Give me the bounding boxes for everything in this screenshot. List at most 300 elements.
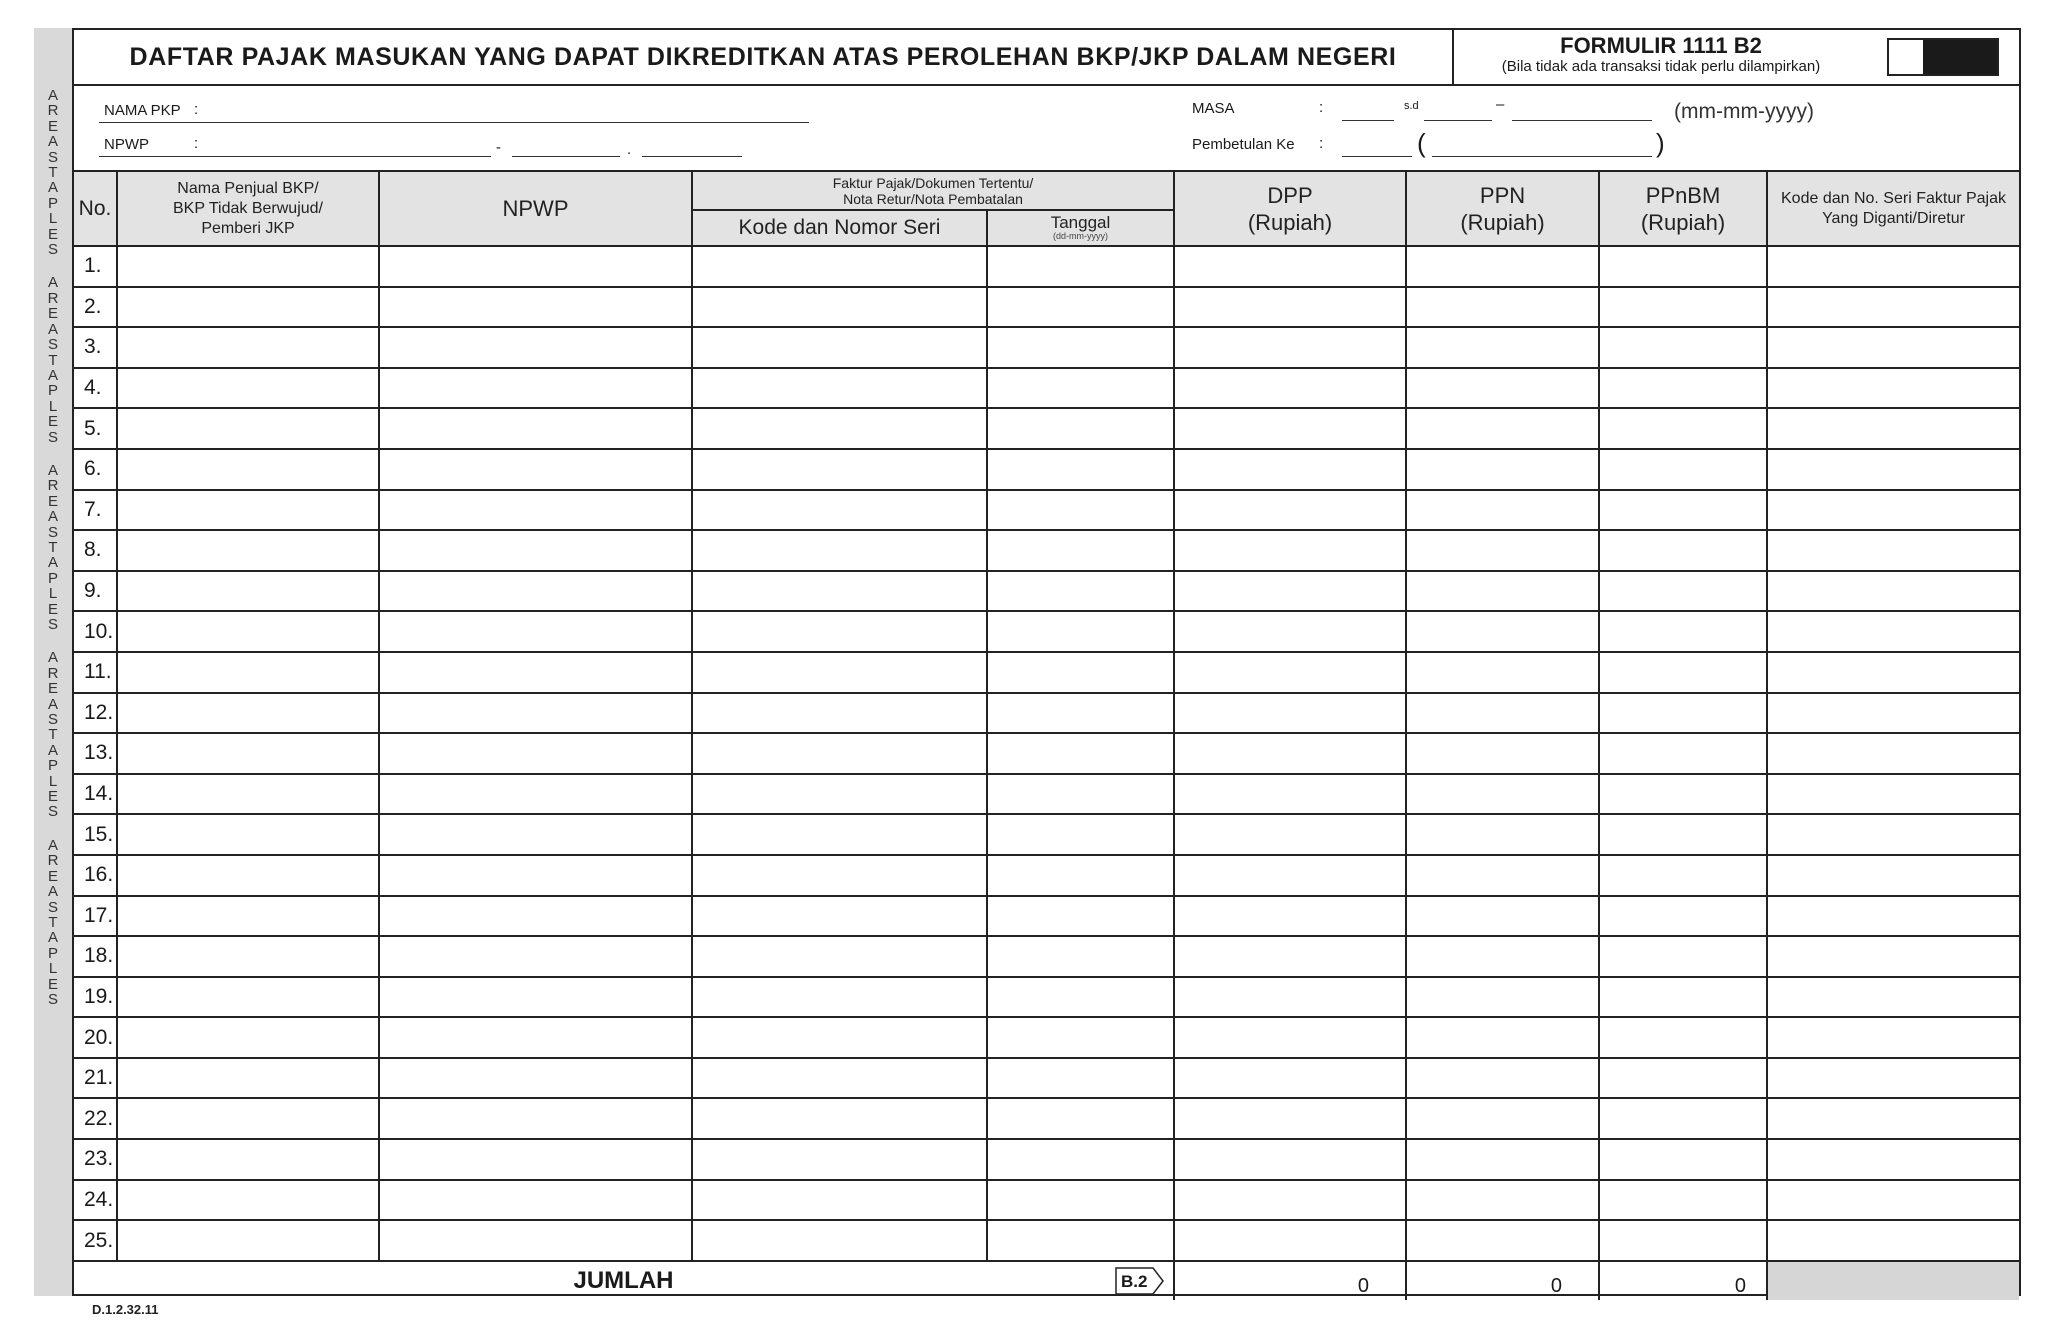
header-kode-nomor-seri: Kode dan Nomor Seri <box>692 210 987 246</box>
cell-nama-penjual[interactable] <box>117 1180 379 1221</box>
cell-ppnbm[interactable] <box>1599 1220 1767 1261</box>
cell-npwp[interactable] <box>379 1058 692 1099</box>
cell-nama-penjual[interactable] <box>117 327 379 368</box>
cell-kode-nomor-seri[interactable] <box>692 1180 987 1221</box>
cell-npwp[interactable] <box>379 327 692 368</box>
header-dpp <box>1174 172 1406 246</box>
cell-npwp[interactable] <box>379 977 692 1018</box>
cell-kode-diganti[interactable] <box>1767 814 2019 855</box>
cell-dpp[interactable] <box>1174 855 1406 896</box>
staple-letter: E <box>47 975 58 993</box>
staple-letter: A <box>47 929 58 947</box>
cell-ppn[interactable] <box>1406 1098 1599 1139</box>
header-ppnbm-line-2: (Rupiah) <box>1640 209 1726 235</box>
header-no: No. <box>74 172 117 246</box>
cell-kode-diganti[interactable] <box>1767 1058 2019 1099</box>
npwp-separator-dash: - <box>496 139 501 156</box>
npwp-colon: : <box>194 135 199 152</box>
cell-dpp[interactable] <box>1174 246 1406 287</box>
table-row <box>74 1058 2019 1099</box>
cell-npwp[interactable] <box>379 896 692 937</box>
cell-npwp[interactable] <box>379 490 692 531</box>
cell-tanggal[interactable] <box>987 327 1174 368</box>
cell-npwp[interactable] <box>379 652 692 693</box>
staple-letter: E <box>47 413 58 431</box>
cell-ppnbm[interactable] <box>1599 408 1767 449</box>
cell-dpp[interactable] <box>1174 368 1406 409</box>
npwp-field-main[interactable] <box>99 156 491 157</box>
cell-kode-diganti[interactable] <box>1767 1098 2019 1139</box>
header-dpp-line-2: (Rupiah) <box>1247 209 1333 235</box>
pembetulan-field[interactable] <box>1432 156 1652 157</box>
cell-ppn[interactable] <box>1406 408 1599 449</box>
cell-kode-diganti[interactable] <box>1767 449 2019 490</box>
cell-dpp[interactable] <box>1174 1220 1406 1261</box>
cell-nama-penjual[interactable] <box>117 490 379 531</box>
staple-letter: R <box>47 102 59 120</box>
cell-tanggal[interactable] <box>987 1058 1174 1099</box>
cell-kode-nomor-seri[interactable] <box>692 814 987 855</box>
cell-npwp[interactable] <box>379 1017 692 1058</box>
staple-letter: S <box>47 148 58 166</box>
cell-ppn[interactable] <box>1406 368 1599 409</box>
cell-ppn[interactable] <box>1406 327 1599 368</box>
cell-npwp[interactable] <box>379 1098 692 1139</box>
cell-ppnbm[interactable] <box>1599 571 1767 612</box>
cell-nama-penjual[interactable] <box>117 1139 379 1180</box>
cell-nama-penjual[interactable] <box>117 733 379 774</box>
cell-tanggal[interactable] <box>987 530 1174 571</box>
cell-npwp[interactable] <box>379 368 692 409</box>
cell-dpp[interactable] <box>1174 530 1406 571</box>
cell-kode-nomor-seri[interactable] <box>692 652 987 693</box>
cell-ppnbm[interactable] <box>1599 693 1767 734</box>
cell-kode-diganti[interactable] <box>1767 408 2019 449</box>
cell-tanggal[interactable] <box>987 733 1174 774</box>
cell-kode-nomor-seri[interactable] <box>692 1220 987 1261</box>
cell-nama-penjual[interactable] <box>117 936 379 977</box>
date-format-hint: (mm-mm-yyyy) <box>1674 100 1814 123</box>
cell-kode-diganti[interactable] <box>1767 977 2019 1018</box>
cell-ppnbm[interactable] <box>1599 652 1767 693</box>
pembetulan-open-paren: ( <box>1417 128 1426 158</box>
cell-kode-diganti[interactable] <box>1767 1220 2019 1261</box>
cell-tanggal[interactable] <box>987 977 1174 1018</box>
cell-tanggal[interactable] <box>987 408 1174 449</box>
staple-letter: A <box>47 554 58 572</box>
cell-ppn[interactable] <box>1406 733 1599 774</box>
cell-npwp[interactable] <box>379 408 692 449</box>
masa-end-field[interactable] <box>1424 120 1492 121</box>
cell-kode-nomor-seri[interactable] <box>692 733 987 774</box>
cell-ppn[interactable] <box>1406 896 1599 937</box>
staple-letter: S <box>47 336 58 354</box>
cell-ppnbm[interactable] <box>1599 1139 1767 1180</box>
cell-kode-nomor-seri[interactable] <box>692 246 987 287</box>
header-tanggal <box>987 210 1174 246</box>
cell-ppnbm[interactable] <box>1599 1058 1767 1099</box>
table-row <box>74 936 2019 977</box>
staple-letter: S <box>47 241 58 259</box>
cell-kode-nomor-seri[interactable] <box>692 611 987 652</box>
cell-kode-diganti[interactable] <box>1767 652 2019 693</box>
cell-kode-nomor-seri[interactable] <box>692 1058 987 1099</box>
cell-ppn[interactable] <box>1406 936 1599 977</box>
cell-kode-nomor-seri[interactable] <box>692 327 987 368</box>
header-nama-penjual-line-3: Pemberi JKP <box>201 219 295 237</box>
cell-nama-penjual[interactable] <box>117 368 379 409</box>
cell-ppnbm[interactable] <box>1599 1180 1767 1221</box>
cell-tanggal[interactable] <box>987 611 1174 652</box>
cell-ppn[interactable] <box>1406 490 1599 531</box>
cell-ppnbm[interactable] <box>1599 490 1767 531</box>
cell-nama-penjual[interactable] <box>117 693 379 734</box>
cell-tanggal[interactable] <box>987 693 1174 734</box>
cell-npwp[interactable] <box>379 530 692 571</box>
cell-ppnbm[interactable] <box>1599 774 1767 815</box>
pembetulan-close-paren: ) <box>1656 128 1665 158</box>
cell-nama-penjual[interactable] <box>117 571 379 612</box>
cell-kode-diganti[interactable] <box>1767 368 2019 409</box>
cell-kode-diganti[interactable] <box>1767 490 2019 531</box>
cell-dpp[interactable] <box>1174 814 1406 855</box>
row-number: 3. <box>74 327 117 368</box>
masa-dash: – <box>1496 96 1505 113</box>
cell-tanggal[interactable] <box>987 1139 1174 1180</box>
cell-nama-penjual[interactable] <box>117 814 379 855</box>
cell-dpp[interactable] <box>1174 287 1406 328</box>
cell-dpp[interactable] <box>1174 774 1406 815</box>
cell-dpp[interactable] <box>1174 1098 1406 1139</box>
cell-dpp[interactable] <box>1174 733 1406 774</box>
table-row <box>74 530 2019 571</box>
staple-letter: A <box>47 133 58 151</box>
table-row <box>74 896 2019 937</box>
cell-dpp[interactable] <box>1174 1139 1406 1180</box>
row-number: 22. <box>74 1098 117 1139</box>
cell-ppnbm[interactable] <box>1599 733 1767 774</box>
cell-kode-diganti[interactable] <box>1767 1017 2019 1058</box>
cell-ppn[interactable] <box>1406 571 1599 612</box>
cell-dpp[interactable] <box>1174 693 1406 734</box>
cell-nama-penjual[interactable] <box>117 855 379 896</box>
cell-tanggal[interactable] <box>987 246 1174 287</box>
cell-ppn[interactable] <box>1406 977 1599 1018</box>
row-number: 20. <box>74 1017 117 1058</box>
cell-ppnbm[interactable] <box>1599 896 1767 937</box>
header-npwp: NPWP <box>379 172 692 246</box>
cell-ppn[interactable] <box>1406 1220 1599 1261</box>
cell-dpp[interactable] <box>1174 1180 1406 1221</box>
staple-letter: A <box>47 695 58 713</box>
table-row <box>74 1139 2019 1180</box>
cell-kode-nomor-seri[interactable] <box>692 1139 987 1180</box>
cell-ppnbm[interactable] <box>1599 287 1767 328</box>
staple-letter: A <box>47 274 58 292</box>
nama-pkp-colon: : <box>194 101 199 118</box>
cell-tanggal[interactable] <box>987 936 1174 977</box>
cell-tanggal[interactable] <box>987 571 1174 612</box>
cell-dpp[interactable] <box>1174 571 1406 612</box>
cell-dpp[interactable] <box>1174 1017 1406 1058</box>
staple-letter: A <box>47 87 58 104</box>
cell-ppn[interactable] <box>1406 287 1599 328</box>
cell-npwp[interactable] <box>379 693 692 734</box>
cell-kode-nomor-seri[interactable] <box>692 774 987 815</box>
cell-nama-penjual[interactable] <box>117 1220 379 1261</box>
cell-ppnbm[interactable] <box>1599 611 1767 652</box>
table-row <box>74 1180 2019 1221</box>
cell-kode-diganti[interactable] <box>1767 855 2019 896</box>
cell-ppnbm[interactable] <box>1599 1017 1767 1058</box>
npwp-field-code[interactable] <box>642 156 742 157</box>
cell-kode-diganti[interactable] <box>1767 530 2019 571</box>
cell-dpp[interactable] <box>1174 449 1406 490</box>
cell-tanggal[interactable] <box>987 449 1174 490</box>
cell-ppn[interactable] <box>1406 1017 1599 1058</box>
cell-ppn[interactable] <box>1406 1139 1599 1180</box>
cell-ppn[interactable] <box>1406 530 1599 571</box>
cell-dpp[interactable] <box>1174 652 1406 693</box>
table-row <box>74 855 2019 896</box>
cell-npwp[interactable] <box>379 1139 692 1180</box>
staple-letter: L <box>48 772 58 790</box>
cell-tanggal[interactable] <box>987 774 1174 815</box>
staple-letter: E <box>47 305 58 323</box>
jumlah-cell <box>74 1261 1174 1300</box>
staple-letter: E <box>47 600 58 618</box>
pembetulan-prefix-line <box>1342 156 1412 157</box>
cell-nama-penjual[interactable] <box>117 449 379 490</box>
cell-kode-diganti[interactable] <box>1767 733 2019 774</box>
staple-letter: S <box>47 616 58 633</box>
cell-kode-nomor-seri[interactable] <box>692 693 987 734</box>
cell-npwp[interactable] <box>379 733 692 774</box>
table-row <box>74 1220 2019 1261</box>
header-nama-penjual-line-2: BKP Tidak Berwujud/ <box>172 199 323 217</box>
row-number: 14. <box>74 774 117 815</box>
npwp-label: NPWP <box>104 136 149 153</box>
cell-nama-penjual[interactable] <box>117 652 379 693</box>
cell-ppn[interactable] <box>1406 246 1599 287</box>
cell-kode-diganti[interactable] <box>1767 287 2019 328</box>
staple-letter: A <box>47 883 58 901</box>
cell-ppnbm[interactable] <box>1599 855 1767 896</box>
table-row <box>74 490 2019 531</box>
form-note: (Bila tidak ada transaksi tidak perlu dilampirkan) <box>1501 58 1821 75</box>
form-frame <box>72 28 2021 1296</box>
row-number: 25. <box>74 1220 117 1261</box>
cell-tanggal[interactable] <box>987 287 1174 328</box>
cell-ppn[interactable] <box>1406 652 1599 693</box>
cell-dpp[interactable] <box>1174 1058 1406 1099</box>
table-row <box>74 246 2019 287</box>
cell-dpp[interactable] <box>1174 490 1406 531</box>
cell-npwp[interactable] <box>379 1220 692 1261</box>
cell-kode-diganti[interactable] <box>1767 693 2019 734</box>
cell-npwp[interactable] <box>379 449 692 490</box>
cell-tanggal[interactable] <box>987 1017 1174 1058</box>
npwp-separator-dot: . <box>627 141 632 158</box>
row-number: 7. <box>74 490 117 531</box>
cell-ppn[interactable] <box>1406 611 1599 652</box>
staple-area-strip <box>34 28 72 1296</box>
cell-npwp[interactable] <box>379 936 692 977</box>
cell-kode-nomor-seri[interactable] <box>692 936 987 977</box>
cell-tanggal[interactable] <box>987 368 1174 409</box>
cell-kode-nomor-seri[interactable] <box>692 571 987 612</box>
nama-pkp-label: NAMA PKP <box>104 102 181 119</box>
row-number: 9. <box>74 571 117 612</box>
table-row <box>74 814 2019 855</box>
cell-ppnbm[interactable] <box>1599 246 1767 287</box>
cell-kode-nomor-seri[interactable] <box>692 408 987 449</box>
cell-kode-nomor-seri[interactable] <box>692 1017 987 1058</box>
cell-tanggal[interactable] <box>987 652 1174 693</box>
cell-npwp[interactable] <box>379 1180 692 1221</box>
staple-letter: R <box>47 477 59 495</box>
cell-kode-nomor-seri[interactable] <box>692 855 987 896</box>
cell-nama-penjual[interactable] <box>117 977 379 1018</box>
cell-ppnbm[interactable] <box>1599 368 1767 409</box>
staple-letter: L <box>48 585 58 603</box>
cell-ppnbm[interactable] <box>1599 977 1767 1018</box>
cell-ppn[interactable] <box>1406 774 1599 815</box>
cell-nama-penjual[interactable] <box>117 287 379 328</box>
cell-npwp[interactable] <box>379 287 692 328</box>
table-row <box>74 652 2019 693</box>
cell-tanggal[interactable] <box>987 1180 1174 1221</box>
table-row <box>74 327 2019 368</box>
masa-start-field[interactable] <box>1342 120 1394 121</box>
table-row <box>74 1098 2019 1139</box>
cell-ppnbm[interactable] <box>1599 449 1767 490</box>
cell-npwp[interactable] <box>379 855 692 896</box>
cell-tanggal[interactable] <box>987 1098 1174 1139</box>
staple-letter: P <box>47 569 58 587</box>
cell-tanggal[interactable] <box>987 896 1174 937</box>
row-number: 10. <box>74 611 117 652</box>
row-number: 21. <box>74 1058 117 1099</box>
cell-nama-penjual[interactable] <box>117 408 379 449</box>
cell-npwp[interactable] <box>379 814 692 855</box>
b2-tag-label: B.2 <box>1121 1271 1148 1291</box>
cell-tanggal[interactable] <box>987 814 1174 855</box>
cell-ppnbm[interactable] <box>1599 327 1767 368</box>
cell-kode-nomor-seri[interactable] <box>692 449 987 490</box>
staple-letter: L <box>48 397 58 415</box>
cell-kode-diganti[interactable] <box>1767 936 2019 977</box>
cell-nama-penjual[interactable] <box>117 774 379 815</box>
cell-ppn[interactable] <box>1406 1180 1599 1221</box>
staple-letter: A <box>47 649 58 667</box>
cell-dpp[interactable] <box>1174 611 1406 652</box>
cell-dpp[interactable] <box>1174 896 1406 937</box>
cell-ppnbm[interactable] <box>1599 936 1767 977</box>
table-row <box>74 287 2019 328</box>
staple-letter: A <box>47 366 58 384</box>
masa-colon: : <box>1319 99 1324 116</box>
cell-kode-diganti[interactable] <box>1767 1180 2019 1221</box>
cell-ppn[interactable] <box>1406 693 1599 734</box>
cell-nama-penjual[interactable] <box>117 1058 379 1099</box>
cell-kode-nomor-seri[interactable] <box>692 896 987 937</box>
form-code: D.1.2.32.11 <box>92 1302 159 1317</box>
header-nama-penjual <box>117 172 379 246</box>
cell-dpp[interactable] <box>1174 936 1406 977</box>
cell-kode-diganti[interactable] <box>1767 571 2019 612</box>
staple-letter: T <box>48 351 58 369</box>
cell-kode-nomor-seri[interactable] <box>692 977 987 1018</box>
cell-kode-nomor-seri[interactable] <box>692 287 987 328</box>
input-tax-table <box>74 172 2019 1300</box>
cell-nama-penjual[interactable] <box>117 246 379 287</box>
table-row <box>74 408 2019 449</box>
cell-ppnbm[interactable] <box>1599 530 1767 571</box>
cell-ppnbm[interactable] <box>1599 1098 1767 1139</box>
staple-letter: A <box>47 179 58 197</box>
staple-letter: E <box>47 492 58 510</box>
cell-tanggal[interactable] <box>987 855 1174 896</box>
masa-label: MASA <box>1192 100 1235 117</box>
cell-dpp[interactable] <box>1174 327 1406 368</box>
cell-kode-diganti[interactable] <box>1767 246 2019 287</box>
header-dpp-line-1: DPP <box>1267 182 1313 208</box>
masa-year-field[interactable] <box>1512 120 1652 121</box>
cell-tanggal[interactable] <box>987 1220 1174 1261</box>
cell-nama-penjual[interactable] <box>117 896 379 937</box>
cell-kode-nomor-seri[interactable] <box>692 490 987 531</box>
cell-tanggal[interactable] <box>987 490 1174 531</box>
cell-npwp[interactable] <box>379 246 692 287</box>
cell-kode-nomor-seri[interactable] <box>692 1098 987 1139</box>
cell-nama-penjual[interactable] <box>117 530 379 571</box>
table-body <box>74 246 2019 1261</box>
nama-pkp-field[interactable] <box>99 122 809 123</box>
table-row <box>74 368 2019 409</box>
staple-letter: T <box>48 913 58 931</box>
cell-nama-penjual[interactable] <box>117 1017 379 1058</box>
cell-kode-diganti[interactable] <box>1767 327 2019 368</box>
cell-kode-nomor-seri[interactable] <box>692 368 987 409</box>
staple-letter: E <box>47 117 58 135</box>
cell-nama-penjual[interactable] <box>117 1098 379 1139</box>
cell-ppn[interactable] <box>1406 855 1599 896</box>
cell-kode-diganti[interactable] <box>1767 896 2019 937</box>
cell-npwp[interactable] <box>379 611 692 652</box>
header-kode-diganti-line-1: Kode dan No. Seri Faktur Pajak <box>1781 189 2007 207</box>
cell-kode-diganti[interactable] <box>1767 1139 2019 1180</box>
npwp-field-branch[interactable] <box>512 156 620 157</box>
cell-kode-nomor-seri[interactable] <box>692 530 987 571</box>
cell-dpp[interactable] <box>1174 408 1406 449</box>
cell-npwp[interactable] <box>379 774 692 815</box>
cell-kode-diganti[interactable] <box>1767 611 2019 652</box>
taxpayer-info <box>74 86 2019 172</box>
cell-nama-penjual[interactable] <box>117 611 379 652</box>
cell-ppn[interactable] <box>1406 449 1599 490</box>
cell-kode-diganti[interactable] <box>1767 774 2019 815</box>
cell-ppn[interactable] <box>1406 1058 1599 1099</box>
staple-letter: A <box>47 461 58 479</box>
cell-dpp[interactable] <box>1174 977 1406 1018</box>
cell-ppnbm[interactable] <box>1599 814 1767 855</box>
row-number: 13. <box>74 733 117 774</box>
cell-ppn[interactable] <box>1406 814 1599 855</box>
form-marker-box <box>1887 38 1999 76</box>
cell-npwp[interactable] <box>379 571 692 612</box>
header-ppn-line-1: PPN <box>1479 182 1526 208</box>
